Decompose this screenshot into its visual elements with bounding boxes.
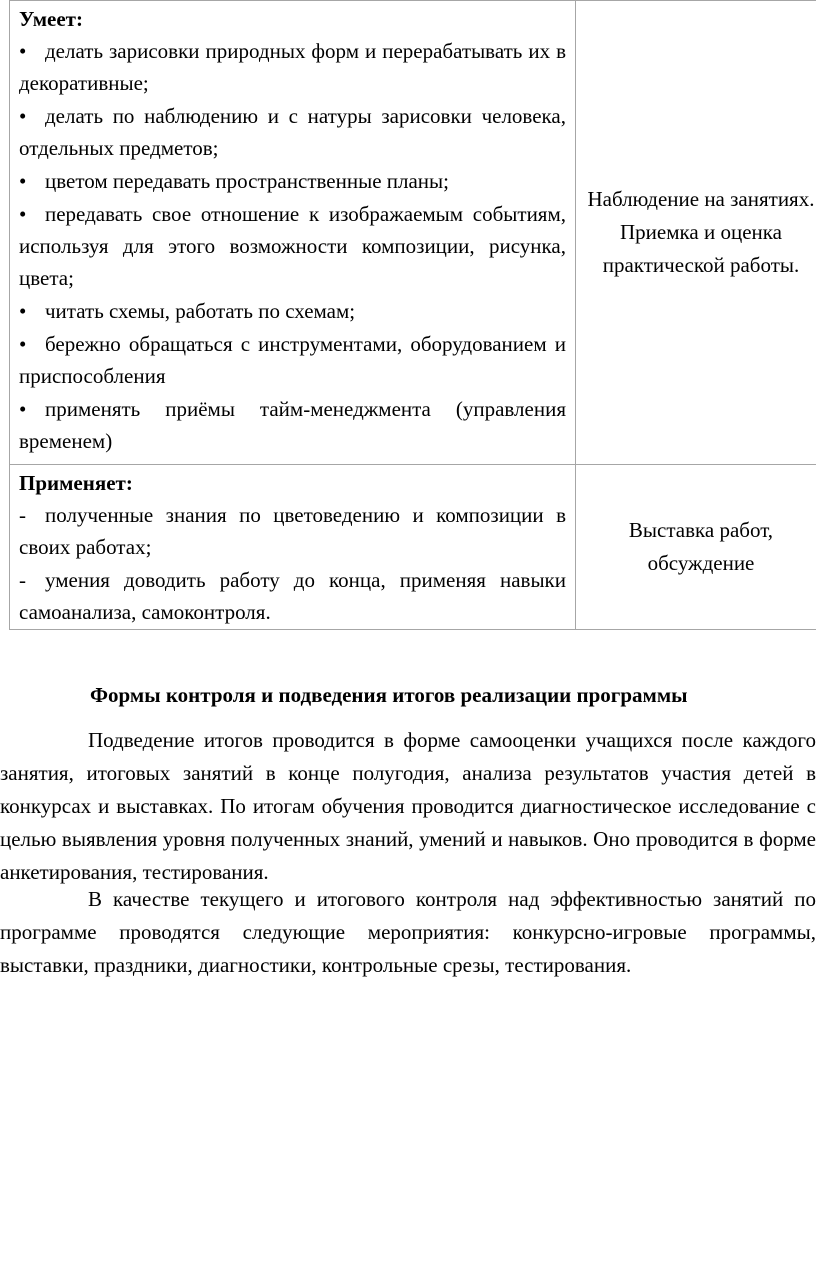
bullet-icon: • — [19, 39, 27, 63]
assessment-text — [576, 183, 816, 282]
list-item — [19, 35, 566, 99]
assessment-line: обсуждение — [647, 551, 755, 575]
paragraph: В качестве текущего и итогового контроля над эффективностью занятий по программе проводятся следующие мероприятия: конкурсно-игровые программы, выставки, праздники, диагностики, контрольные срезы, тестирования. — [0, 887, 816, 977]
list-item — [19, 165, 566, 197]
bullet-icon: • — [19, 202, 27, 226]
list-item — [19, 198, 566, 294]
bullet-icon: • — [19, 299, 27, 323]
applies-assessment-cell — [576, 465, 816, 630]
list-item-text: умения доводить работу до конца, применяя навыки самоанализа, самоконтроля. — [19, 568, 566, 624]
table-row-skills — [10, 1, 816, 465]
applies-cell — [10, 465, 576, 630]
list-item — [19, 328, 566, 392]
skills-heading: Умеет: — [19, 7, 83, 31]
list-item — [19, 564, 566, 628]
assessment-line: Выставка работ, — [628, 518, 774, 542]
list-item-text: цветом передавать пространственные планы; — [45, 169, 449, 193]
applies-heading: Применяет: — [19, 471, 133, 495]
assessment-line: Приемка и оценка практической работы. — [602, 220, 800, 277]
skills-assessment-cell — [576, 1, 816, 465]
list-item-text: читать схемы, работать по схемам; — [45, 299, 356, 323]
table-row-applies — [10, 465, 816, 630]
list-item-text: делать зарисовки природных форм и перерабатывать их в декоративные; — [19, 39, 566, 95]
list-item — [19, 499, 566, 563]
list-item-text: делать по наблюдению и с натуры зарисовки человека, отдельных предметов; — [19, 104, 566, 160]
results-table — [9, 0, 816, 630]
bullet-icon: • — [19, 104, 27, 128]
list-item — [19, 100, 566, 164]
bullet-icon: • — [19, 169, 27, 193]
dash-marker: - — [19, 568, 26, 592]
bullet-icon: • — [19, 397, 27, 421]
list-item-text: бережно обращаться с инструментами, оборудованием и приспособления — [19, 332, 566, 388]
assessment-line: Наблюдение на занятиях. — [587, 187, 815, 211]
list-item — [19, 393, 566, 457]
assessment-text — [576, 514, 816, 580]
paragraph: Подведение итогов проводится в форме самооценки учащихся после каждого занятия, итоговых занятий в конце полугодия, анализа результатов участия детей в конкурсах и выставках. По итогам обучения проводится диагностическое исследование с целью выявления уровня полученных знаний, умений и навыков. Оно проводится в форме анкетирования, тестирования. — [0, 728, 816, 884]
list-item — [19, 295, 566, 327]
list-item-text: полученные знания по цветоведению и композиции в своих работах; — [19, 503, 566, 559]
list-item-text: применять приёмы тайм-менеджмента (управления временем) — [19, 397, 566, 453]
section-title: Формы контроля и подведения итогов реализации программы — [90, 683, 688, 707]
list-item-text: передавать свое отношение к изображаемым событиям, используя для этого возможности композиции, рисунка, цвета; — [19, 202, 566, 290]
skills-cell — [10, 1, 576, 465]
bullet-icon: • — [19, 332, 27, 356]
dash-marker: - — [19, 503, 26, 527]
